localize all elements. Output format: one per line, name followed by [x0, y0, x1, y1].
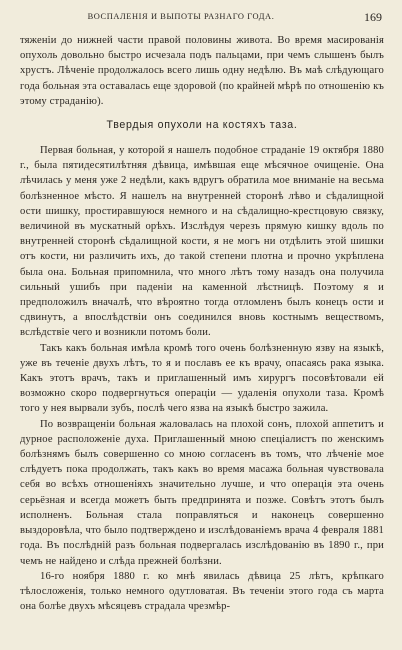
page-number: 169 — [364, 10, 382, 24]
paragraph-4: 16-го ноября 1880 г. ко мнѣ явилась дѣвица 25 лѣтъ, крѣпкаго тѣлосложенія, только немного одутловатая. Въ теченіи этого года съ марта она болѣе двухъ мѣсяцевъ страдала чрезмѣр- — [20, 570, 384, 613]
running-title: ВОСПАЛЕНІЯ И ВЫПОТЫ РАЗНАГО ГОДА. — [87, 12, 275, 21]
paragraph-3: По возвращеніи больная жаловалась на плохой сонъ, плохой аппетитъ и дурное расположеніе духа. Приглашенный мною спеціалистъ по женскимъ болѣзнямъ былъ совершенно со мною согласенъ въ томъ, что лѣченіе мое слѣдуетъ пока продолжать, такъ какъ во время масажа больная чувствовала себя во всѣхъ отношеніяхъ значительно лучше, и что операція эта очень серьёзная и всегда можетъ быть предпринята и позже. Совѣтъ этотъ былъ исполненъ. Больная стала поправляться и наконецъ совершенно выздоровѣла, что было подтверждено и изслѣдованіемъ врача 4 февраля 1881 года. Въ послѣдній разъ больная подвергалась изслѣдованію въ 1890 г., при чемъ не найдено и слѣда прежней болѣзни. — [20, 418, 384, 567]
paragraph-continued: тяженіи до нижней части правой половины живота. Во время масированія опухоль довольно быстро исчезала подъ пальцами, при чемъ слышенъ былъ хрустъ. Лѣченіе продолжалось всего лишь одну недѣлю. Въ маѣ слѣдующаго года больная эта оставалась еще здоровой (по крайней мѣрѣ по отношенію къ этому страданію). — [20, 35, 384, 107]
running-header — [18, 10, 384, 24]
body-text — [20, 33, 384, 614]
section-heading: Твердыя опухоли на костяхъ таза. — [106, 119, 298, 132]
paragraph-1: Первая больная, у которой я нашелъ подобное страданіе 19 октября 1880 г., была пятидесятилѣтняя дѣвица, имѣвшая еще мѣсячное очищеніе. Она лѣчилась у меня уже 2 недѣли, какъ вдругъ обратила мое вниманіе на весьма болѣзненное мѣсто. Я нашелъ на внутренней сторонѣ лѣво и сѣдалищной ости шишку, простиравшуюся немного и на сѣдалищно-крестцовую связку, величиной въ мускатный орѣхъ. Изслѣдуя черезъ прямую кишку вдоль по внутренней сторонѣ сѣдалищной кости, я не могъ ни отдѣлить этой шишки отъ кости, ни различить ихъ, до такой степени плотна и прочно укрѣплена была она. Больная припомнила, что много лѣтъ тому назадъ она получила сильный ушибъ при паденіи на каменной лѣстницѣ. Поэтому я и предположилъ вначалѣ, что вѣроятно тогда отломленъ былъ конецъ ости и сдвинутъ, а впослѣдствіи онъ соединился вновь костнымъ веществомъ, вслѣдствіе чего и возникли потомъ боли. — [20, 145, 384, 339]
paragraph-2: Такъ какъ больная имѣла кромѣ того очень болѣзненную язву на языкѣ, уже въ теченіе двухъ лѣтъ, то я и пославъ ее къ врачу, опасаясь рака языка. Какъ этотъ врачъ, такъ и приглашенный имъ хирургъ посовѣтовали ей возможно скоро подвергнуться операціи — удаленія опухоли таза. Кромѣ того у нея вырвали зубъ, послѣ чего язва на языкѣ быстро зажила. — [20, 342, 384, 415]
